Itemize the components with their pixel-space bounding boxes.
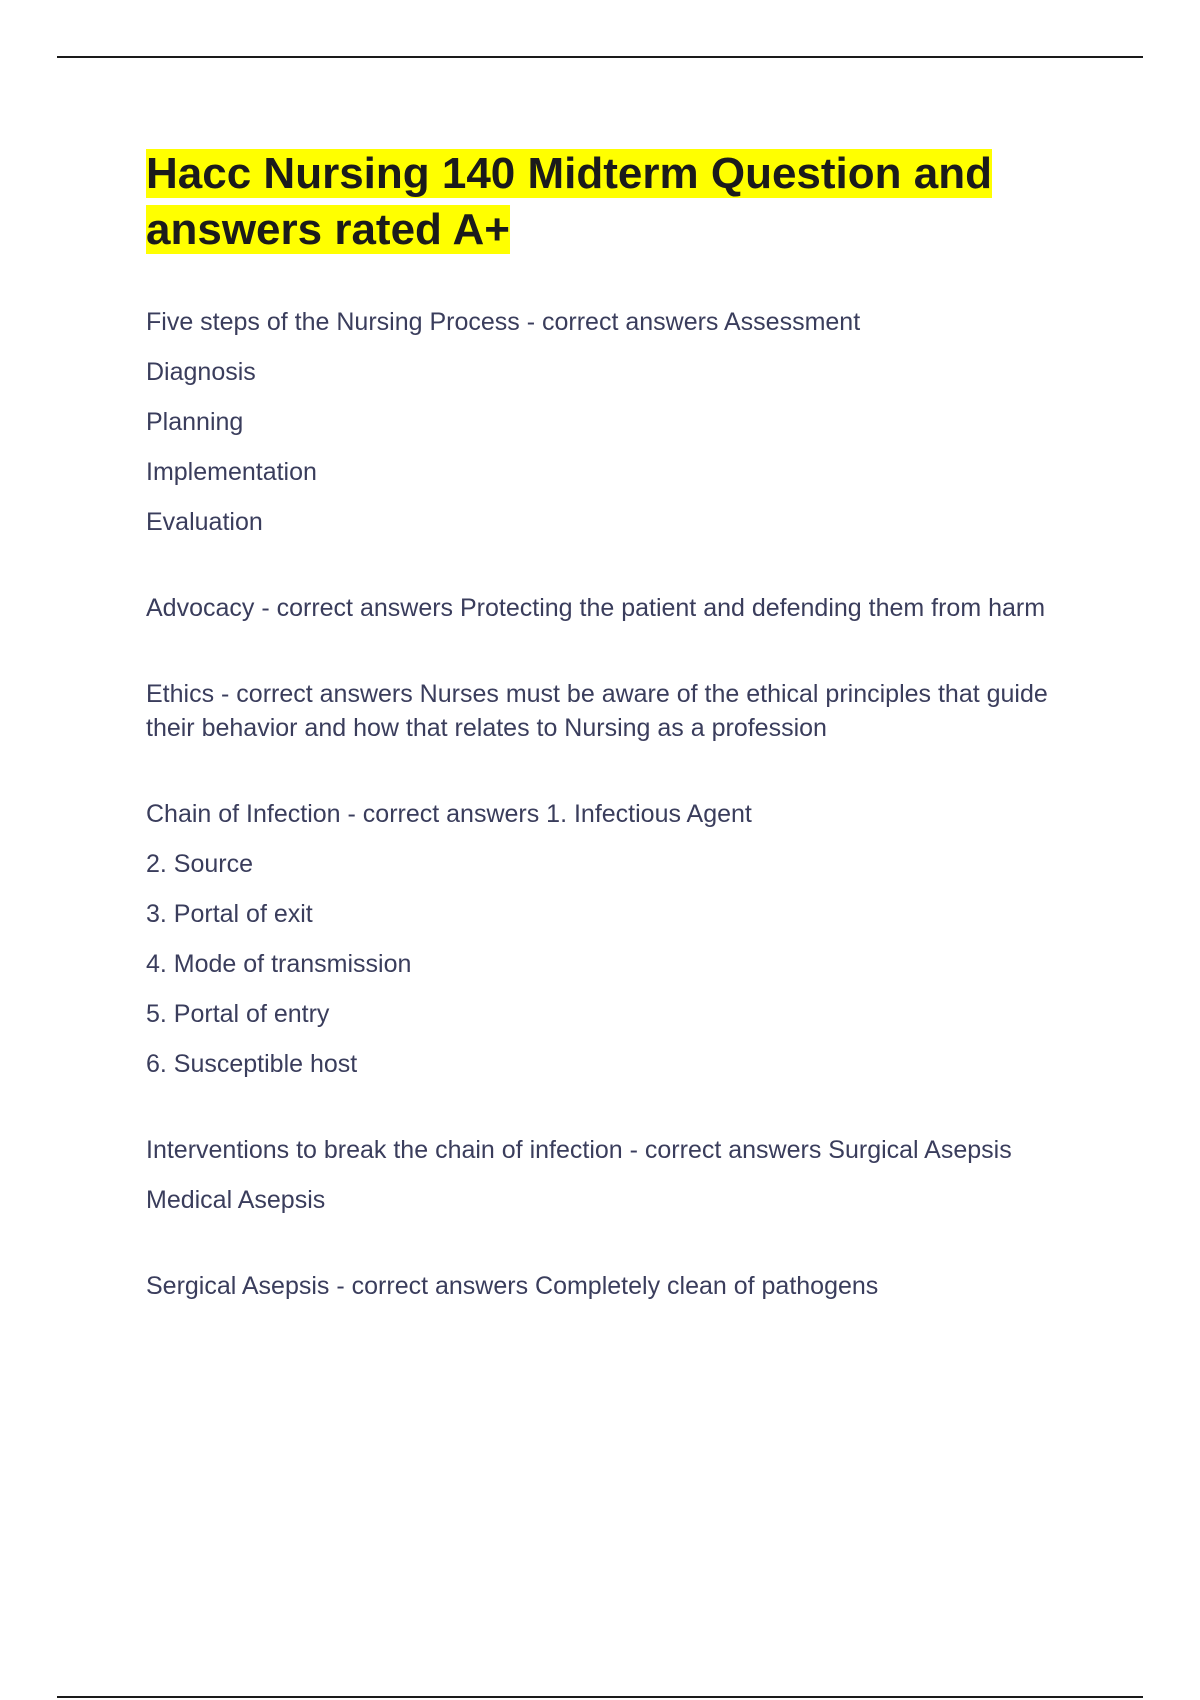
qa-item [146,1133,1086,1217]
qa-line: 4. Mode of transmission [146,950,412,978]
qa-line: Sergical Asepsis - correct answers Completely clean of pathogens [146,1272,879,1300]
qa-line: Implementation [146,458,317,486]
qa-item [146,591,1086,625]
bottom-divider [57,1696,1143,1698]
title-highlight: Hacc Nursing 140 Midterm Question and answers rated A+ [146,149,992,254]
qa-line: 3. Portal of exit [146,900,313,928]
qa-line: Ethics - correct answers Nurses must be aware of the ethical principles that guide their behavior and how that relates to Nursing as a profession [146,680,1048,742]
qa-list [146,305,1086,1303]
page-title [146,146,1086,258]
qa-item [146,797,1086,1081]
qa-line: Diagnosis [146,358,256,386]
qa-line: 2. Source [146,850,254,878]
qa-line: Planning [146,408,244,436]
qa-line: Interventions to break the chain of infection - correct answers Surgical Asepsis [146,1136,1012,1164]
qa-line: Advocacy - correct answers Protecting the patient and defending them from harm [146,594,1046,622]
qa-line: 5. Portal of entry [146,1000,330,1028]
document-body [146,146,1086,1303]
qa-item [146,1269,1086,1303]
top-divider [57,56,1143,58]
qa-item [146,305,1086,539]
qa-line: Five steps of the Nursing Process - correct answers Assessment [146,308,861,336]
qa-line: Evaluation [146,508,263,536]
qa-line: Medical Asepsis [146,1186,326,1214]
qa-item [146,677,1086,745]
qa-line: 6. Susceptible host [146,1050,358,1078]
qa-line: Chain of Infection - correct answers 1. Infectious Agent [146,800,752,828]
